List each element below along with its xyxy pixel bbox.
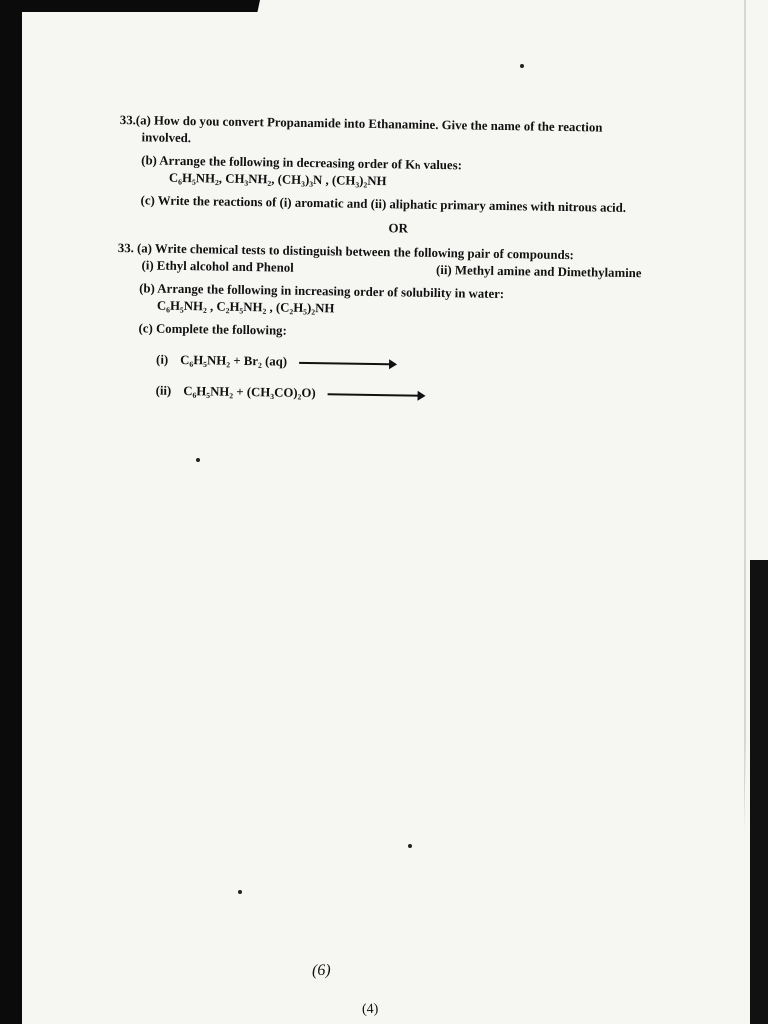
q33b-part-b: (b) Arrange the following in increasing order of solubility in water: (139, 281, 505, 302)
reaction-arrow-icon (299, 361, 395, 365)
reaction-ii-label: (ii) (155, 383, 172, 398)
reaction-arrow-icon (328, 393, 424, 397)
q33b-pair-i: (i) Ethyl alcohol and Phenol (141, 258, 294, 275)
q33b-part-a: 33. (a) Write chemical tests to distinguish between the following pair of compounds: (117, 240, 574, 263)
q33b-part-c: (c) Complete the following: (138, 321, 287, 338)
q33a-part-b: (b) Arrange the following in decreasing order of Kₕ values: (141, 153, 463, 173)
q33a-part-c: (c) Write the reactions of (i) aromatic and (ii) aliphatic primary amines with nitrous acid. (140, 193, 627, 215)
scan-shadow-left (0, 0, 22, 1024)
scan-shadow-top (0, 0, 260, 12)
q33a-part-b-compounds: C₆H₅NH₂, CH₃NH₂, (CH₃)₃N , (CH₃)₂NH (168, 170, 387, 189)
scan-speck (196, 458, 200, 462)
q33a-part-a-line1: 33.(a) How do you convert Propanamide into Ethanamine. Give the name of the reaction (119, 112, 603, 135)
scan-speck (238, 890, 242, 894)
q33b-pair-ii: (ii) Methyl amine and Dimethylamine (435, 262, 642, 281)
printed-page-number: (4) (361, 1001, 379, 1018)
q33a-part-a-line2: involved. (141, 130, 192, 146)
reaction-i-formula: C₆H₅NH₂ + Br₂ (aq) (180, 352, 288, 369)
reaction-i (116, 351, 676, 377)
scan-speck (408, 844, 412, 848)
handwritten-page-number: (6) (311, 961, 331, 980)
reaction-ii-formula: C₆H₅NH₂ + (CH₃CO)₂O) (183, 384, 316, 401)
question-block (115, 112, 680, 422)
or-separator: OR (388, 220, 409, 236)
reaction-i-label: (i) (156, 352, 169, 367)
reaction-ii (115, 382, 675, 408)
scan-speck (520, 64, 524, 68)
q33b-part-b-compounds: C₆H₅NH₂ , C₂H₅NH₂ , (C₂H₅)₂NH (156, 298, 335, 316)
